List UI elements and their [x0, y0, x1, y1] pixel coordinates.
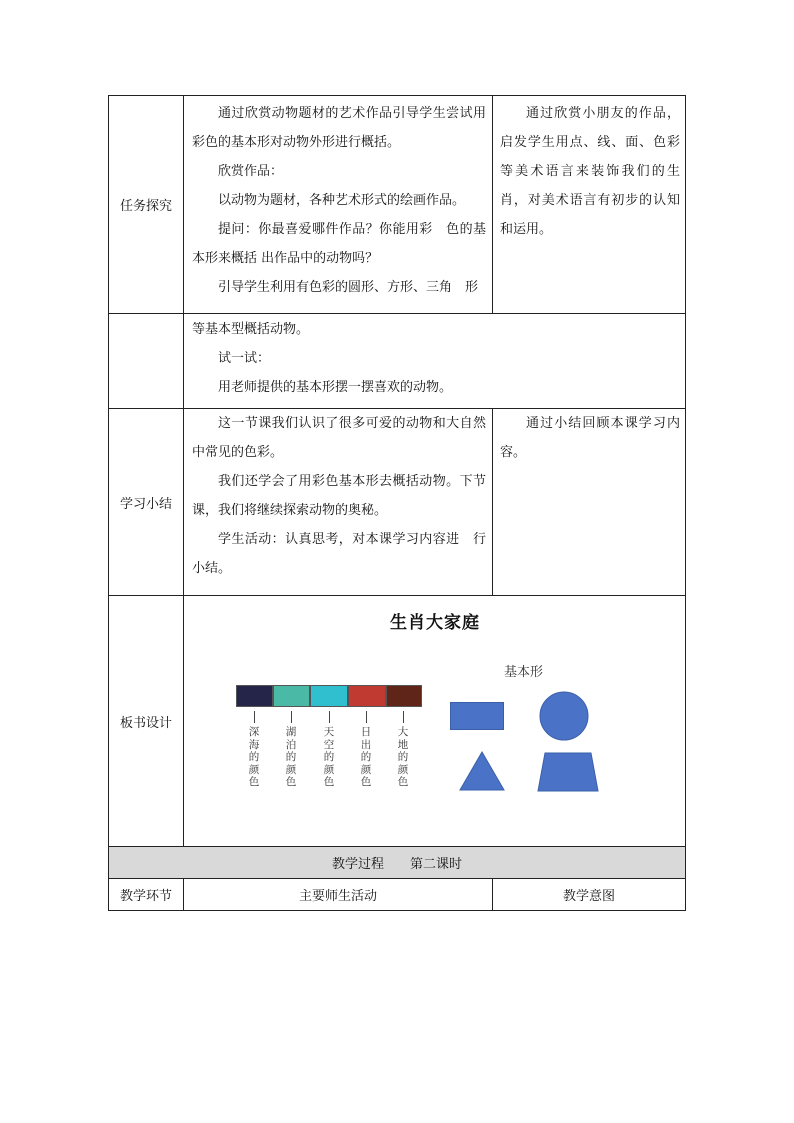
process-title: 教学过程 第二课时: [331, 857, 462, 872]
continued-paragraph: 试一试：: [218, 351, 271, 366]
swatch-caption: 天空的颜色: [323, 726, 335, 788]
summary-intent-paragraph: 通过小结回顾本课学习内容。: [500, 416, 680, 460]
continued-paragraph: 用老师提供的基本形摆一摆喜欢的动物。: [218, 380, 453, 395]
lesson-table: [108, 95, 686, 911]
task-main-content: [192, 99, 486, 302]
task-paragraph: 以动物为题材，各种艺术形式的绘画作品。: [218, 193, 466, 208]
swatch-caption: 湖泊的颜色: [285, 726, 297, 788]
table-rule: [108, 95, 686, 96]
swatch-tick: [329, 711, 330, 723]
basic-shapes-label: 基本形: [504, 665, 544, 680]
task-intent-content: [500, 99, 680, 244]
task-intent-paragraph: 通过欣赏小朋友的作品，启发学生用点、线、面、色彩等美术语言来装饰我们的生肖，对美术语言有初步的认知和运用。: [500, 106, 680, 237]
circle-shape: [539, 691, 589, 741]
swatch-tick: [254, 711, 255, 723]
swatch-caption: 深海的颜色: [248, 726, 260, 788]
row-label-task: 任务探究: [119, 199, 172, 214]
table-rule: [108, 313, 686, 314]
swatch-caption: 大地的颜色: [397, 726, 409, 788]
table-rule: [685, 95, 686, 911]
summary-main-content: [192, 409, 486, 583]
color-swatch-sky: [310, 685, 348, 707]
table-rule: [492, 95, 493, 313]
rectangle-shape: [450, 702, 504, 730]
summary-paragraph: 我们还学会了用彩色基本形去概括动物。下节课，我们将继续探索动物的奥秘。: [192, 474, 486, 518]
header-main-activities: 主要师生活动: [298, 889, 377, 904]
table-rule: [492, 408, 493, 595]
color-swatch-lake: [273, 685, 310, 707]
summary-intent-content: [500, 409, 680, 467]
color-swatch-deep-sea: [236, 685, 273, 707]
swatch-tick: [403, 711, 404, 723]
summary-paragraph: 这一节课我们认识了很多可爱的动物和大自然中常见的色彩。: [192, 416, 486, 460]
task-paragraph: 欣赏作品：: [218, 164, 284, 179]
table-rule: [108, 910, 686, 911]
header-teaching-phase: 教学环节: [119, 889, 172, 904]
board-title: 生肖大家庭: [390, 613, 480, 633]
color-swatch-sunrise: [348, 685, 386, 707]
task-paragraph: 通过欣赏动物题材的艺术作品引导学生尝试用彩色的基本形对动物外形进行概括。: [192, 106, 486, 150]
swatch-caption: 日出的颜色: [360, 726, 372, 788]
task-paragraph: 引导学生利用有色彩的圆形、方形、三角 形: [218, 280, 479, 295]
color-swatch-earth: [386, 685, 422, 707]
trapezoid-shape: [537, 752, 599, 792]
triangle-shape: [459, 751, 505, 791]
continued-paragraph: 等基本型概括动物。: [192, 322, 310, 337]
header-teaching-intent: 教学意图: [562, 889, 615, 904]
summary-paragraph: 学生活动：认真思考，对本课学习内容进 行小结。: [192, 532, 486, 576]
row-label-summary: 学习小结: [119, 496, 172, 512]
table-rule: [108, 595, 686, 596]
table-rule: [183, 95, 184, 846]
task-paragraph: 提问：你最喜爱哪件作品？你能用彩 色的基本形来概括 出作品中的动物吗？: [192, 222, 486, 266]
swatch-tick: [366, 711, 367, 723]
row-label-board: 板书设计: [119, 715, 172, 731]
swatch-tick: [291, 711, 292, 723]
continued-main-content: [192, 315, 486, 402]
